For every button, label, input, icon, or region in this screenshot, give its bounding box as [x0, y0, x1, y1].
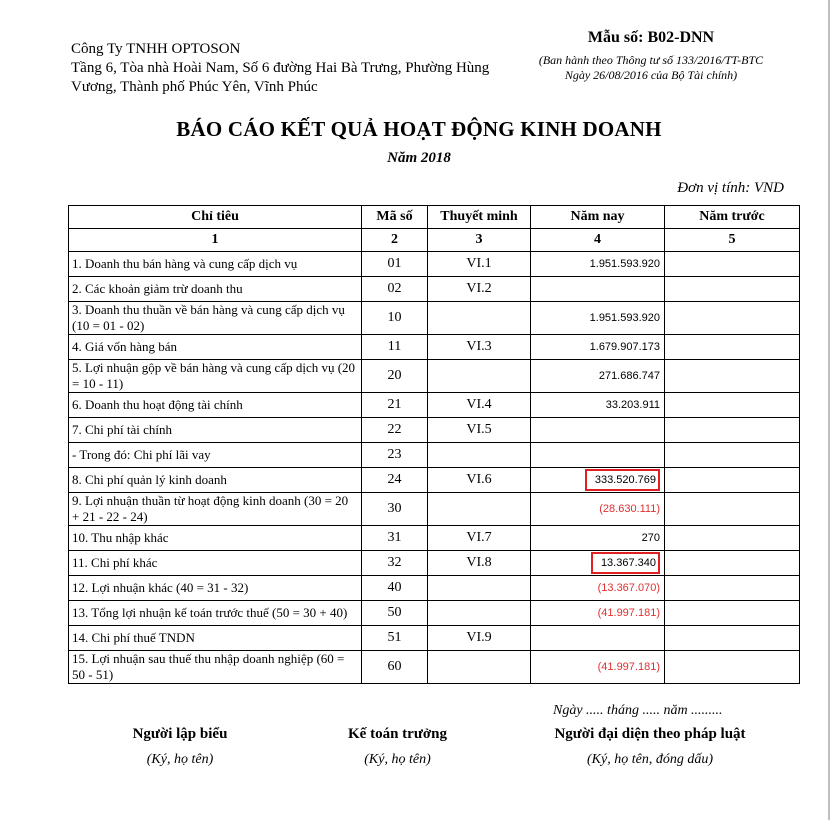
- row-note: [428, 651, 531, 684]
- row-note: [428, 493, 531, 526]
- row-label: 5. Lợi nhuận gộp về bán hàng và cung cấp dịch vụ (20 = 10 - 11): [69, 360, 362, 393]
- row-label: 11. Chi phí khác: [69, 551, 362, 576]
- row-code: 24: [362, 468, 428, 493]
- signature-date-line: Ngày ..... tháng ..... năm .........: [553, 703, 723, 718]
- row-note: [428, 601, 531, 626]
- row-label: 15. Lợi nhuận sau thuế thu nhập doanh nghiệp (60 = 50 - 51): [69, 651, 362, 684]
- signature-representative: [530, 726, 770, 768]
- column-number: 3: [428, 229, 531, 252]
- row-previous-value: [665, 601, 800, 626]
- row-previous-value: [665, 651, 800, 684]
- column-header-code: Mã số: [362, 206, 428, 229]
- highlighted-value: 333.520.769: [585, 469, 660, 491]
- row-label: 4. Giá vốn hàng bán: [69, 335, 362, 360]
- company-address: Tầng 6, Tòa nhà Hoài Nam, Số 6 đường Hai Bà Trưng, Phường Hùng Vương, Thành phố Phúc Yên, Vĩnh Phúc: [71, 60, 490, 95]
- row-code: 60: [362, 651, 428, 684]
- row-note: VI.5: [428, 418, 531, 443]
- row-code: 20: [362, 360, 428, 393]
- row-current-value: [531, 443, 665, 468]
- row-previous-value: [665, 551, 800, 576]
- row-previous-value: [665, 277, 800, 302]
- row-previous-value: [665, 443, 800, 468]
- row-note: VI.7: [428, 526, 531, 551]
- report-title: BÁO CÁO KẾT QUẢ HOẠT ĐỘNG KINH DOANH: [176, 117, 662, 141]
- table-row: [69, 651, 800, 684]
- row-current-value: 1.679.907.173: [531, 335, 665, 360]
- row-current-value: 270: [531, 526, 665, 551]
- row-current-value-cell: [531, 468, 665, 493]
- report-year: Năm 2018: [387, 150, 451, 166]
- column-header-note: Thuyết minh: [428, 206, 531, 229]
- row-previous-value: [665, 493, 800, 526]
- row-note: [428, 302, 531, 335]
- table-row: [69, 277, 800, 302]
- table-row: [69, 493, 800, 526]
- table-row: [69, 551, 800, 576]
- form-code: Mẫu số: B02-DNN: [587, 29, 715, 46]
- row-previous-value: [665, 468, 800, 493]
- row-previous-value: [665, 393, 800, 418]
- company-name: Công Ty TNHH OPTOSON: [71, 41, 241, 57]
- row-previous-value: [665, 335, 800, 360]
- row-code: 21: [362, 393, 428, 418]
- signature-accountant: [320, 726, 475, 768]
- table-row: [69, 393, 800, 418]
- row-code: 01: [362, 252, 428, 277]
- row-label: 3. Doanh thu thuần về bán hàng và cung cấp dịch vụ (10 = 01 - 02): [69, 302, 362, 335]
- column-number-row: [69, 229, 800, 252]
- company-block: [71, 40, 511, 97]
- row-code: 23: [362, 443, 428, 468]
- representative-hint: (Ký, họ tên, đóng dấu): [587, 752, 713, 767]
- row-note: VI.9: [428, 626, 531, 651]
- table-row: [69, 443, 800, 468]
- row-label: 8. Chi phí quản lý kinh doanh: [69, 468, 362, 493]
- row-current-value: 1.951.593.920: [531, 252, 665, 277]
- row-note: VI.4: [428, 393, 531, 418]
- table-row: [69, 601, 800, 626]
- row-label: 2. Các khoản giảm trừ doanh thu: [69, 277, 362, 302]
- row-label: 6. Doanh thu hoạt động tài chính: [69, 393, 362, 418]
- row-current-value: 271.686.747: [531, 360, 665, 393]
- row-label: 9. Lợi nhuận thuần từ hoạt động kinh doanh (30 = 20 + 21 - 22 - 24): [69, 493, 362, 526]
- table-row: [69, 360, 800, 393]
- row-code: 11: [362, 335, 428, 360]
- row-current-value: [531, 626, 665, 651]
- table-row: [69, 302, 800, 335]
- column-number: 2: [362, 229, 428, 252]
- column-number: 4: [531, 229, 665, 252]
- representative-role: Người đại diện theo pháp luật: [554, 726, 746, 742]
- table-row: [69, 468, 800, 493]
- income-statement-table: [68, 205, 800, 684]
- row-code: 32: [362, 551, 428, 576]
- row-code: 51: [362, 626, 428, 651]
- row-current-value: (28.630.111): [531, 493, 665, 526]
- row-code: 30: [362, 493, 428, 526]
- preparer-role: Người lập biểu: [132, 726, 228, 742]
- row-code: 10: [362, 302, 428, 335]
- table-row: [69, 252, 800, 277]
- row-previous-value: [665, 360, 800, 393]
- row-code: 02: [362, 277, 428, 302]
- row-current-value: (41.997.181): [531, 651, 665, 684]
- row-code: 31: [362, 526, 428, 551]
- row-previous-value: [665, 576, 800, 601]
- row-label: 10. Thu nhập khác: [69, 526, 362, 551]
- regulation-line-1: (Ban hành theo Thông tư số 133/2016/TT-BTC: [538, 53, 764, 67]
- row-label: 14. Chi phí thuế TNDN: [69, 626, 362, 651]
- row-previous-value: [665, 252, 800, 277]
- column-header-previous-year: Năm trước: [665, 206, 800, 229]
- signature-preparer: [105, 726, 255, 768]
- row-previous-value: [665, 526, 800, 551]
- column-number: 1: [69, 229, 362, 252]
- row-note: VI.2: [428, 277, 531, 302]
- row-label: - Trong đó: Chi phí lãi vay: [69, 443, 362, 468]
- row-note: VI.6: [428, 468, 531, 493]
- row-code: 22: [362, 418, 428, 443]
- row-note: VI.3: [428, 335, 531, 360]
- currency-unit: Đơn vị tính: VND: [677, 180, 784, 196]
- highlighted-value: 13.367.340: [591, 552, 660, 574]
- table-row: [69, 335, 800, 360]
- column-header-current-year: Năm nay: [531, 206, 665, 229]
- header-row: [69, 206, 800, 229]
- preparer-hint: (Ký, họ tên): [146, 752, 214, 767]
- row-label: 1. Doanh thu bán hàng và cung cấp dịch vụ: [69, 252, 362, 277]
- table-row: [69, 576, 800, 601]
- row-current-value: (41.997.181): [531, 601, 665, 626]
- row-code: 40: [362, 576, 428, 601]
- accountant-hint: (Ký, họ tên): [364, 752, 431, 767]
- row-note: VI.8: [428, 551, 531, 576]
- row-current-value: (13.367.070): [531, 576, 665, 601]
- row-current-value: [531, 277, 665, 302]
- row-previous-value: [665, 626, 800, 651]
- regulation-line-2: Ngày 26/08/2016 của Bộ Tài chính): [564, 68, 738, 82]
- row-label: 13. Tổng lợi nhuận kế toán trước thuế (50 = 30 + 40): [69, 601, 362, 626]
- row-note: [428, 576, 531, 601]
- row-current-value-cell: [531, 551, 665, 576]
- table-row: [69, 526, 800, 551]
- table-row: [69, 418, 800, 443]
- row-previous-value: [665, 418, 800, 443]
- row-note: [428, 443, 531, 468]
- row-code: 50: [362, 601, 428, 626]
- row-previous-value: [665, 302, 800, 335]
- column-header-item: Chỉ tiêu: [69, 206, 362, 229]
- accountant-role: Kế toán trưởng: [348, 726, 447, 742]
- row-current-value: 1.951.593.920: [531, 302, 665, 335]
- column-number: 5: [665, 229, 800, 252]
- row-current-value: 33.203.911: [531, 393, 665, 418]
- table-row: [69, 626, 800, 651]
- row-label: 12. Lợi nhuận khác (40 = 31 - 32): [69, 576, 362, 601]
- row-current-value: [531, 418, 665, 443]
- row-note: VI.1: [428, 252, 531, 277]
- row-note: [428, 360, 531, 393]
- form-code-block: [520, 29, 782, 83]
- row-label: 7. Chi phí tài chính: [69, 418, 362, 443]
